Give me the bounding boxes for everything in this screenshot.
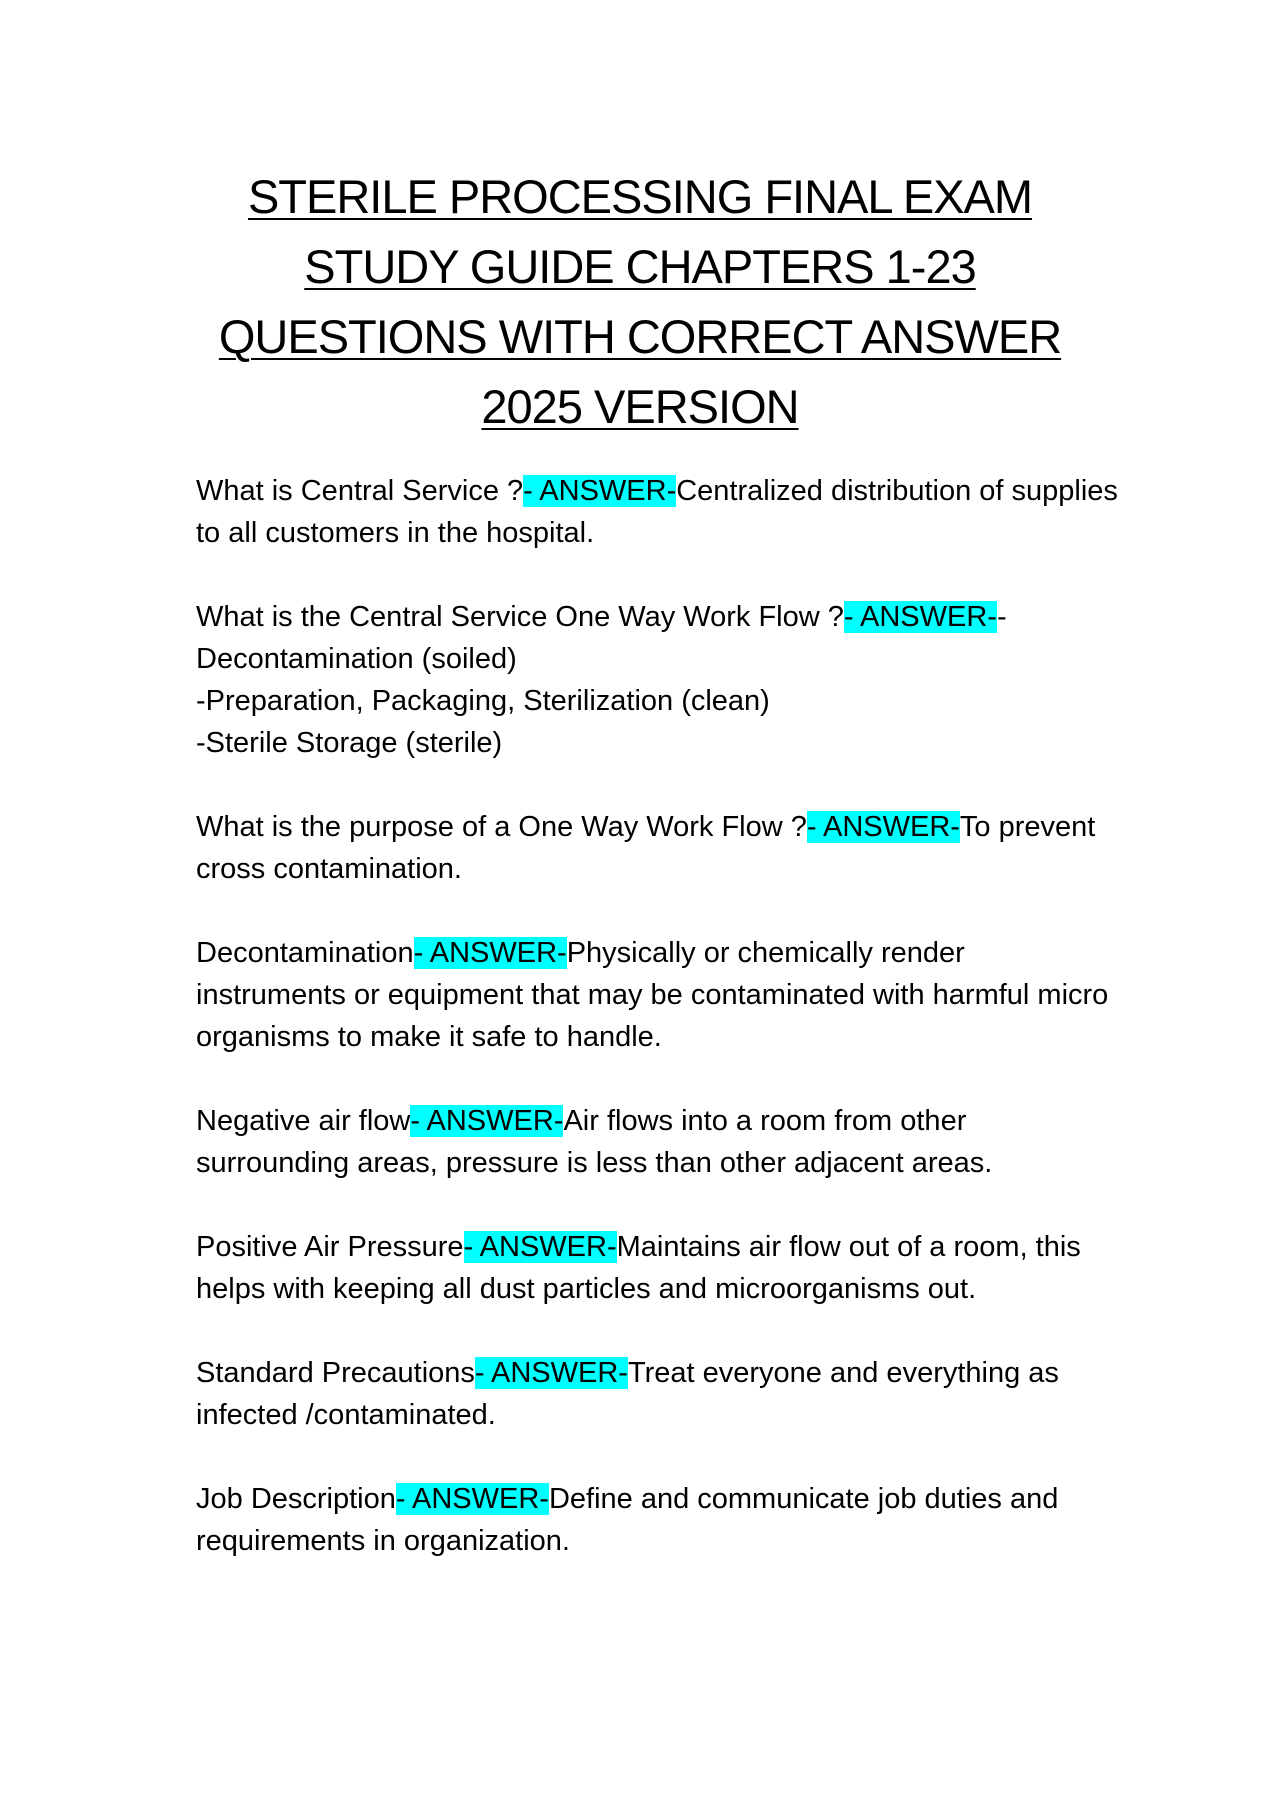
qa-paragraph [196, 1478, 1121, 1562]
question-text: What is Central Service ? [196, 475, 524, 507]
qa-paragraph [196, 932, 1121, 1058]
qa-entry [196, 1352, 1121, 1436]
qa-paragraph [196, 806, 1121, 890]
answer-marker: - ANSWER- [806, 811, 960, 843]
document-title [150, 162, 1130, 442]
qa-entry [196, 932, 1121, 1058]
qa-entry [196, 470, 1121, 554]
answer-marker: - ANSWER- [474, 1357, 628, 1389]
qa-paragraph [196, 1352, 1121, 1436]
qa-list [196, 470, 1121, 1604]
answer-text: Maintains air flow out of a room, this helps with keeping all dust particles and microorganisms out. [196, 1231, 1081, 1305]
qa-entry [196, 806, 1121, 890]
answer-text: -Decontamination (soiled) [196, 601, 1007, 675]
qa-paragraph [196, 596, 1121, 680]
qa-paragraph [196, 1100, 1121, 1184]
answer-line: -Sterile Storage (sterile) [196, 727, 503, 759]
question-text: What is the Central Service One Way Work Flow ? [196, 601, 844, 633]
qa-entry [196, 1226, 1121, 1310]
qa-paragraph [196, 470, 1121, 554]
answer-text: Treat everyone and everything as infected /contaminated. [196, 1357, 1059, 1431]
answer-marker: - ANSWER- [843, 601, 997, 633]
answer-marker: - ANSWER- [410, 1105, 564, 1137]
title-line: STUDY GUIDE CHAPTERS 1-23 [304, 240, 976, 293]
question-text: Decontamination [196, 937, 414, 969]
question-text: Standard Precautions [196, 1357, 475, 1389]
qa-entry [196, 1478, 1121, 1562]
question-text: Positive Air Pressure [196, 1231, 464, 1263]
answer-line: -Preparation, Packaging, Sterilization (clean) [196, 685, 770, 717]
title-line: STERILE PROCESSING FINAL EXAM [247, 170, 1033, 223]
answer-marker: - ANSWER- [413, 937, 567, 969]
question-text: What is the purpose of a One Way Work Flow ? [196, 811, 807, 843]
qa-entry [196, 596, 1121, 764]
question-text: Negative air flow [196, 1105, 411, 1137]
answer-marker: - ANSWER- [463, 1231, 617, 1263]
answer-text: To prevent cross contamination. [196, 811, 1096, 885]
answer-text: Define and communicate job duties and requirements in organization. [196, 1483, 1059, 1557]
qa-entry [196, 1100, 1121, 1184]
question-text: Job Description [196, 1483, 396, 1515]
answer-text: Centralized distribution of supplies to all customers in the hospital. [196, 475, 1118, 549]
qa-paragraph [196, 1226, 1121, 1310]
answer-text: Air flows into a room from other surrounding areas, pressure is less than other adjacent areas. [196, 1105, 993, 1179]
title-line: QUESTIONS WITH CORRECT ANSWER [218, 310, 1062, 363]
title-line: 2025 VERSION [481, 380, 799, 433]
answer-text: Physically or chemically render instruments or equipment that may be contaminated with harmful micro organisms to make it safe to handle. [196, 937, 1109, 1053]
answer-marker: - ANSWER- [523, 475, 677, 507]
answer-marker: - ANSWER- [395, 1483, 549, 1515]
